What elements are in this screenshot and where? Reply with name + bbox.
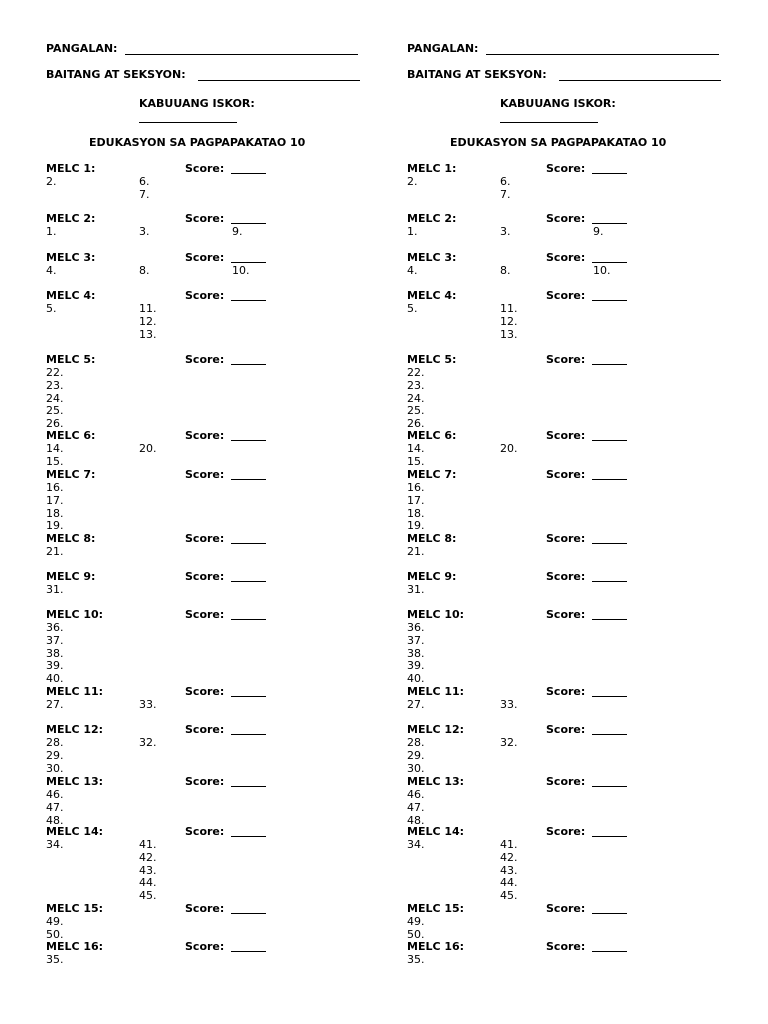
item-number: 18. [46,506,64,520]
name-field[interactable] [486,54,719,55]
item-number: 19. [46,519,64,533]
score-blank[interactable] [592,173,627,174]
score-blank[interactable] [231,786,266,787]
score-label: Score: [546,212,586,225]
score-blank[interactable] [231,734,266,735]
melc-label: MELC 2: [407,212,457,225]
melc-label: MELC 4: [46,289,96,302]
item-number: 32. [500,736,518,749]
melc-label: MELC 2: [46,212,96,225]
item-number: 43. [139,863,157,877]
item-number: 18. [407,506,425,520]
score-blank[interactable] [231,836,266,837]
item-number: 28. [46,736,64,749]
item-number: 48. [46,813,64,827]
score-label: Score: [185,353,225,366]
item-number: 27. [407,698,425,711]
melc-label: MELC 3: [46,251,96,264]
item-number: 11. [500,302,518,315]
item-number: 49. [407,915,425,928]
score-blank[interactable] [592,913,627,914]
item-number: 14. [46,442,64,455]
score-label: Score: [185,775,225,788]
item-number: 32. [139,736,157,749]
item-number: 42. [500,850,518,864]
melc-label: MELC 9: [46,570,96,583]
score-label: Score: [546,685,586,698]
item-number: 17. [407,493,425,507]
item-number: 34. [407,838,425,851]
item-number: 2. [46,175,57,188]
item-number: 8. [139,264,150,277]
melc-label: MELC 5: [407,353,457,366]
item-number: 6. [139,175,150,188]
item-number: 20. [139,442,157,455]
item-number: 29. [46,748,64,762]
item-number: 46. [407,788,425,801]
score-label: Score: [185,289,225,302]
grade-section-field[interactable] [198,80,360,81]
item-number: 21. [407,545,425,558]
item-number: 28. [407,736,425,749]
score-blank[interactable] [231,479,266,480]
score-blank[interactable] [592,696,627,697]
item-number: 25. [46,404,64,418]
item-number: 15. [407,454,425,468]
grade-section-label: BAITANG AT SEKSYON: [46,68,186,81]
name-field[interactable] [125,54,358,55]
score-label: Score: [546,723,586,736]
item-number: 27. [46,698,64,711]
item-number: 47. [407,800,425,814]
melc-label: MELC 10: [46,608,104,621]
score-label: Score: [185,685,225,698]
melc-label: MELC 7: [407,468,457,481]
score-blank[interactable] [231,913,266,914]
item-number: 22. [407,366,425,379]
item-number: 36. [407,621,425,634]
item-number: 17. [46,493,64,507]
melc-label: MELC 6: [46,429,96,442]
item-number: 30. [46,761,64,775]
item-number: 48. [407,813,425,827]
item-number: 31. [46,583,64,596]
score-label: Score: [185,162,225,175]
score-blank[interactable] [592,836,627,837]
item-number: 10. [593,264,611,277]
item-number: 8. [500,264,511,277]
score-label: Score: [185,902,225,915]
item-number: 26. [407,417,425,431]
item-number: 10. [232,264,250,277]
score-blank[interactable] [592,364,627,365]
score-blank[interactable] [592,786,627,787]
score-label: Score: [185,251,225,264]
item-number: 9. [232,225,243,238]
item-number: 30. [407,761,425,775]
melc-label: MELC 9: [407,570,457,583]
melc-label: MELC 15: [46,902,104,915]
item-number: 39. [407,659,425,673]
melc-label: MELC 8: [46,532,96,545]
item-number: 3. [500,225,511,238]
score-blank[interactable] [231,619,266,620]
melc-label: MELC 1: [46,162,96,175]
score-label: Score: [546,940,586,953]
item-number: 24. [407,391,425,405]
score-blank[interactable] [231,364,266,365]
score-label: Score: [546,532,586,545]
item-number: 6. [500,175,511,188]
score-blank[interactable] [592,951,627,952]
score-label: Score: [546,251,586,264]
item-number: 35. [407,953,425,966]
score-blank[interactable] [231,581,266,582]
item-number: 36. [46,621,64,634]
score-blank[interactable] [231,696,266,697]
score-label: Score: [185,608,225,621]
item-number: 14. [407,442,425,455]
item-number: 12. [139,314,157,328]
melc-label: MELC 5: [46,353,96,366]
score-label: Score: [546,468,586,481]
item-number: 15. [46,454,64,468]
item-number: 38. [407,646,425,660]
item-number: 5. [407,302,418,315]
melc-label: MELC 14: [46,825,104,838]
item-number: 4. [407,264,418,277]
item-number: 45. [139,889,157,903]
item-number: 49. [46,915,64,928]
subject-title: EDUKASYON SA PAGPAPAKATAO 10 [89,136,306,149]
answer-sheet-right [361,0,745,1024]
score-label: Score: [546,608,586,621]
score-blank[interactable] [231,262,266,263]
item-number: 50. [407,927,425,941]
score-label: Score: [546,289,586,302]
item-number: 20. [500,442,518,455]
item-number: 5. [46,302,57,315]
score-label: Score: [185,212,225,225]
melc-label: MELC 16: [46,940,104,953]
score-blank[interactable] [231,300,266,301]
score-label: Score: [185,825,225,838]
item-number: 2. [407,175,418,188]
score-label: Score: [546,162,586,175]
score-blank[interactable] [231,951,266,952]
melc-label: MELC 4: [407,289,457,302]
name-label: PANGALAN: [407,42,479,55]
score-label: Score: [546,429,586,442]
melc-label: MELC 1: [407,162,457,175]
item-number: 23. [407,378,425,392]
item-number: 40. [46,672,64,686]
score-label: Score: [546,775,586,788]
item-number: 33. [500,698,518,711]
item-number: 42. [139,850,157,864]
item-number: 34. [46,838,64,851]
melc-label: MELC 14: [407,825,465,838]
score-label: Score: [546,825,586,838]
item-number: 7. [139,187,150,201]
melc-label: MELC 16: [407,940,465,953]
score-blank[interactable] [592,581,627,582]
item-number: 13. [139,327,157,341]
item-number: 11. [139,302,157,315]
item-number: 7. [500,187,511,201]
score-label: Score: [185,570,225,583]
item-number: 47. [46,800,64,814]
item-number: 4. [46,264,57,277]
score-blank[interactable] [231,173,266,174]
item-number: 46. [46,788,64,801]
item-number: 16. [407,481,425,494]
subject-title: EDUKASYON SA PAGPAPAKATAO 10 [450,136,667,149]
score-blank[interactable] [592,543,627,544]
score-blank[interactable] [592,262,627,263]
score-blank[interactable] [231,223,266,224]
name-label: PANGALAN: [46,42,118,55]
melc-label: MELC 11: [407,685,465,698]
item-number: 44. [139,876,157,890]
item-number: 33. [139,698,157,711]
melc-label: MELC 13: [407,775,465,788]
item-number: 38. [46,646,64,660]
item-number: 1. [46,225,57,238]
score-blank[interactable] [592,619,627,620]
score-blank[interactable] [592,223,627,224]
item-number: 29. [407,748,425,762]
score-label: Score: [546,570,586,583]
item-number: 21. [46,545,64,558]
total-score-field[interactable] [500,122,598,123]
score-label: Score: [185,468,225,481]
item-number: 37. [46,633,64,647]
score-label: Score: [546,902,586,915]
item-number: 19. [407,519,425,533]
item-number: 37. [407,633,425,647]
score-blank[interactable] [592,734,627,735]
total-score-field[interactable] [139,122,237,123]
item-number: 9. [593,225,604,238]
item-number: 24. [46,391,64,405]
item-number: 26. [46,417,64,431]
item-number: 22. [46,366,64,379]
score-label: Score: [185,940,225,953]
score-blank[interactable] [231,543,266,544]
melc-label: MELC 8: [407,532,457,545]
melc-label: MELC 10: [407,608,465,621]
score-blank[interactable] [592,440,627,441]
item-number: 43. [500,863,518,877]
melc-label: MELC 13: [46,775,104,788]
grade-section-label: BAITANG AT SEKSYON: [407,68,547,81]
item-number: 41. [500,838,518,851]
total-score-label: KABUUANG ISKOR: [500,97,616,110]
melc-label: MELC 12: [407,723,465,736]
melc-label: MELC 7: [46,468,96,481]
item-number: 13. [500,327,518,341]
score-blank[interactable] [592,479,627,480]
melc-label: MELC 6: [407,429,457,442]
item-number: 12. [500,314,518,328]
item-number: 31. [407,583,425,596]
item-number: 3. [139,225,150,238]
score-label: Score: [185,532,225,545]
item-number: 41. [139,838,157,851]
item-number: 50. [46,927,64,941]
item-number: 40. [407,672,425,686]
melc-label: MELC 11: [46,685,104,698]
grade-section-field[interactable] [559,80,721,81]
melc-label: MELC 3: [407,251,457,264]
score-label: Score: [185,723,225,736]
melc-label: MELC 12: [46,723,104,736]
item-number: 35. [46,953,64,966]
score-blank[interactable] [592,300,627,301]
item-number: 1. [407,225,418,238]
score-blank[interactable] [231,440,266,441]
item-number: 16. [46,481,64,494]
item-number: 44. [500,876,518,890]
total-score-label: KABUUANG ISKOR: [139,97,255,110]
score-label: Score: [185,429,225,442]
score-label: Score: [546,353,586,366]
item-number: 39. [46,659,64,673]
item-number: 25. [407,404,425,418]
melc-label: MELC 15: [407,902,465,915]
item-number: 45. [500,889,518,903]
item-number: 23. [46,378,64,392]
